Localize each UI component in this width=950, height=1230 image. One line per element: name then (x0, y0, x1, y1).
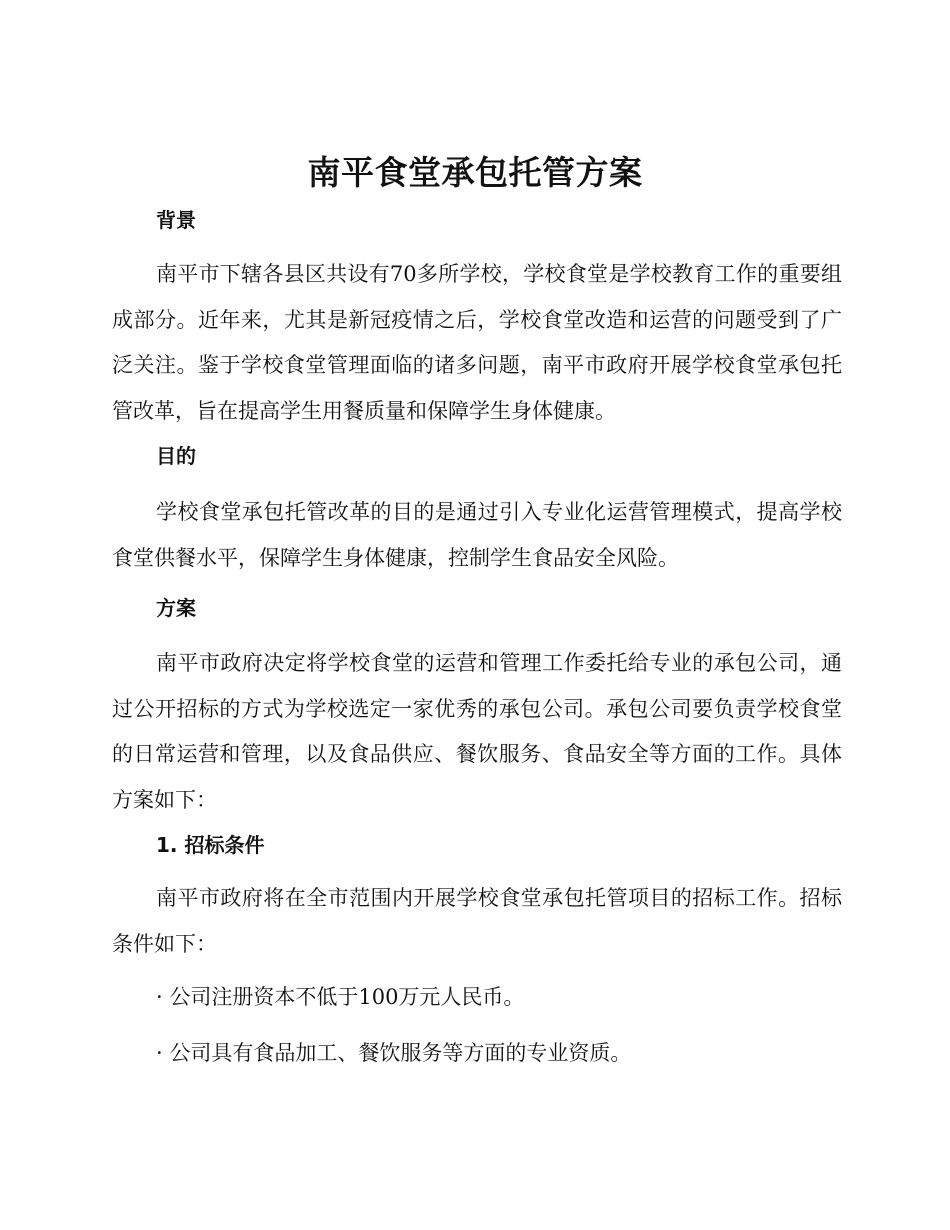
list-item: · 公司具有食品加工、餐饮服务等方面的专业资质。 (156, 1041, 632, 1065)
section-paragraph-plan: 南平市政府决定将学校食堂的运营和管理工作委托给专业的承包公司，通过公开招标的方式为学校选定一家优秀的承包公司。承包公司要负责学校食堂的日常运营和管理，以及食品供应、餐饮服务、食品安全等方面的工作。具体方案如下： (112, 651, 842, 812)
section-paragraph-purpose: 学校食堂承包托管改革的目的是通过引入专业化运营管理模式，提高学校食堂供餐水平，保障学生身体健康，控制学生食品安全风险。 (112, 500, 842, 570)
document-title: 南平食堂承包托管方案 (307, 153, 643, 192)
section-heading-background: 背景 (156, 208, 196, 232)
section-paragraph-bidding-conditions: 南平市政府将在全市范围内开展学校食堂承包托管项目的招标工作。招标条件如下： (112, 886, 842, 956)
section-heading-purpose: 目的 (156, 444, 196, 468)
section-heading-plan: 方案 (156, 596, 196, 620)
section-paragraph-background: 南平市下辖各县区共设有70多所学校，学校食堂是学校教育工作的重要组成部分。近年来，尤其是新冠疫情之后，学校食堂改造和运营的问题受到了广泛关注。鉴于学校食堂管理面临的诸多问题，南平市政府开展学校食堂承包托管改革，旨在提高学生用餐质量和保障学生身体健康。 (112, 262, 842, 423)
section-heading-bidding-conditions: 1. 招标条件 (156, 833, 265, 857)
list-item: · 公司注册资本不低于100万元人民币。 (156, 985, 525, 1009)
